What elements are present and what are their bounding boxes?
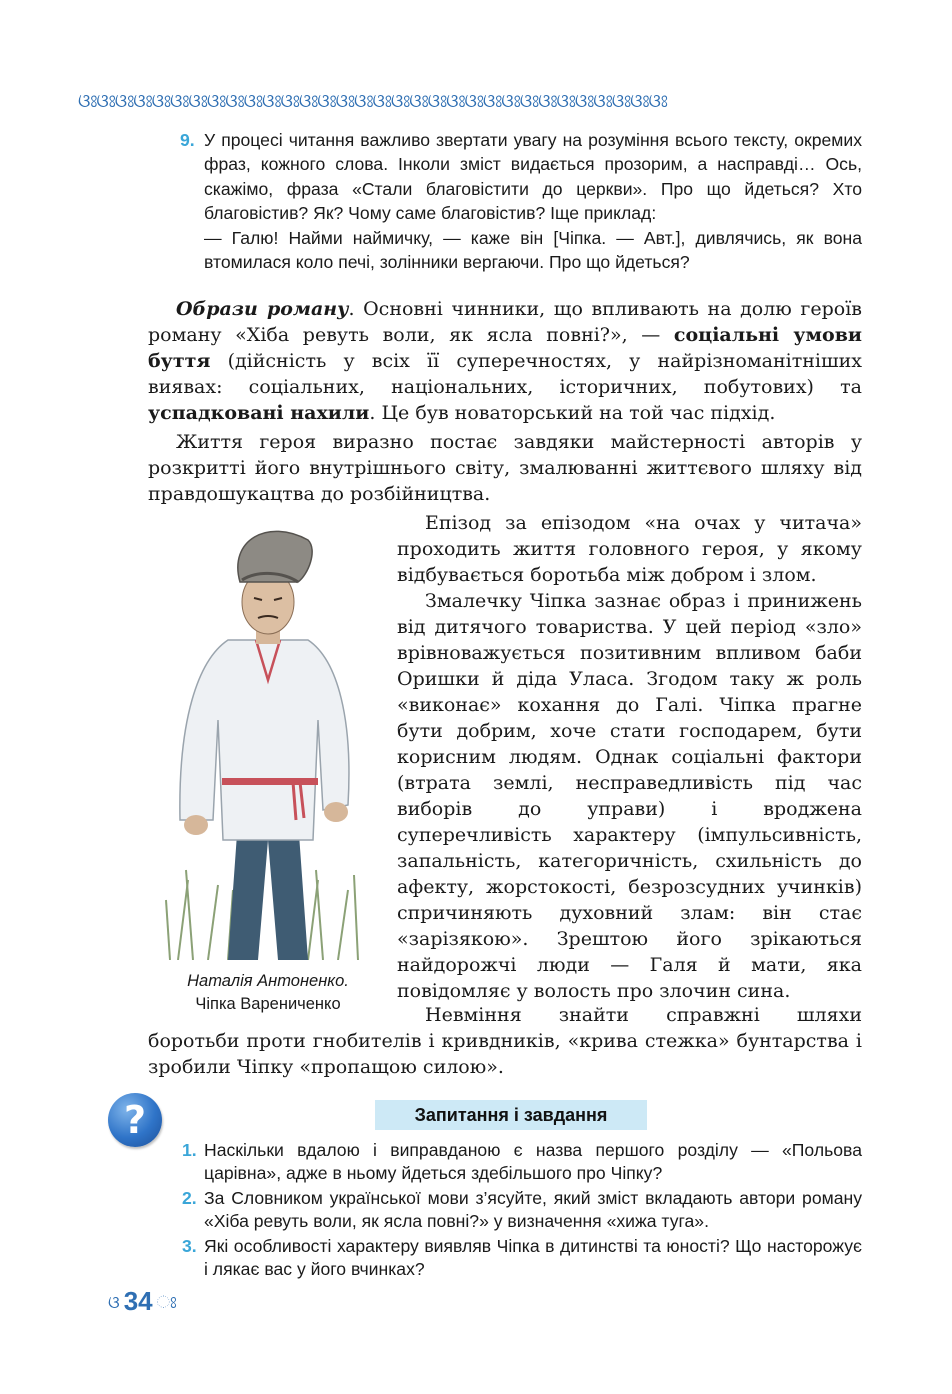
- section-heading: Образи роману: [176, 298, 349, 320]
- ornament-right-icon: ଃ: [156, 1293, 177, 1313]
- task-number: 9.: [180, 130, 195, 150]
- page-number-value: 34: [123, 1286, 153, 1316]
- task-9-quote: — Галю! Найми наймичку, — каже він [Чіпка. — Авт.], дивлячись, як вона втомилася коло печі, золінники вергаючи. Про що йдеться?: [204, 227, 862, 273]
- list-item: 2. За Словником української мови з’ясуйте, який зміст вкладають автори роману «Хіба ревуть воли, як ясла повні?» у визначення «хижа туга».: [182, 1188, 862, 1231]
- paragraph-episode: Епізод за епізодом «на очах у читача» проходить життя головного героя, у якому відбувається боротьба між добром і злом.: [397, 512, 862, 586]
- question-mark-icon: ?: [108, 1093, 162, 1147]
- ornament-left-icon: ଓ: [108, 1293, 120, 1313]
- term-inherited-traits: успадковані нахили: [148, 402, 370, 424]
- questions-heading: Запитання і завдання: [375, 1100, 647, 1130]
- questions-list: [182, 1139, 862, 1283]
- illustration-chipka: [158, 520, 378, 960]
- paragraph-hero-life: Життя героя виразно постає завдяки майстерності авторів у розкритті його внутрішнього світу, змалюванні життєвого шляху від правдошукацтва до розбійництва.: [148, 431, 862, 505]
- task-9-text: У процесі читання важливо звертати увагу на розуміння всього тексту, окремих фраз, кожного слова. Інколи зміст видається прозорим, а насправді… Ось, скажімо, фраза «Стали благовістити до церкви». Про що йдеться? Хто благовістив? Як? Чому саме благовістив? Іще приклад:: [204, 130, 862, 224]
- page-number: [108, 1286, 177, 1318]
- list-item: 1. Наскільки вдалою і виправданою є назва першого розділу — «Польова царівна», адже в ньому йдеться здебільшого про Чіпку?: [182, 1140, 862, 1183]
- list-item: 3. Які особливості характеру виявляв Чіпка в дитинстві та юності? Що насторожує і лякає вас у його вчинках?: [182, 1236, 862, 1279]
- caption-title: Чіпка Варениченко: [195, 995, 341, 1013]
- top-ornament-border: ଓଃଓଃଓଃଓଃଓଃଓଃଓଃଓଃଓଃଓଃଓଃଓଃଓଃଓଃଓଃଓଃଓଃଓଃଓଃଓଃଓଃଓଃଓଃଓଃଓଃଓଃଓଃଓଃଓଃଓଃଓଃଓଃ: [78, 92, 667, 112]
- paragraph-column: [397, 510, 862, 1004]
- term-social-conditions: соціальні умови буття: [148, 324, 862, 372]
- task-9: [180, 128, 862, 274]
- paragraph-conclusion: Невміння знайти справжні шляхи боротьби проти гнобителів і кривдників, «крива стежка» бунтарства і зробили Чіпку «пропащою силою».: [148, 1004, 862, 1078]
- paragraph-images-of-novel: Образи роману. Основні чинники, що впливають на долю героїв роману «Хіба ревуть воли, як ясла повні?», — соціальні умови буття (дійсність у всіх її суперечностях, у найрізноманітніших виявах: соціальних, національних, історичних, побутових) та успадковані нахили. Це був новаторський на той час підхід.: [148, 298, 862, 424]
- caption-author: Наталія Антоненко.: [187, 972, 349, 990]
- paragraph-childhood: Змалечку Чіпка зазнає образ і принижень від дитячого товариства. У цей період «зло» врівноважується позитивним впливом баби Оришки й діда Уласа. Згодом таку ж роль «виконає» кохання до Галі. Чіпка прагне бути добрим, хоче стати господарем, бути корисним людям. Однак соціальні фактори (втрата землі, несправедливість під час виборів до управи) і вроджена суперечливість характеру (імпульсивність, запальність, категоричність, схильність до афекту, жорстокості, безрозсудних учинків) спричиняють духовний злам: він стає «зарізякою». Зрештою його зрікаються найдорожчі люди — Галя й мати, яка повідомляє у волость про злочин сина.: [397, 590, 862, 1002]
